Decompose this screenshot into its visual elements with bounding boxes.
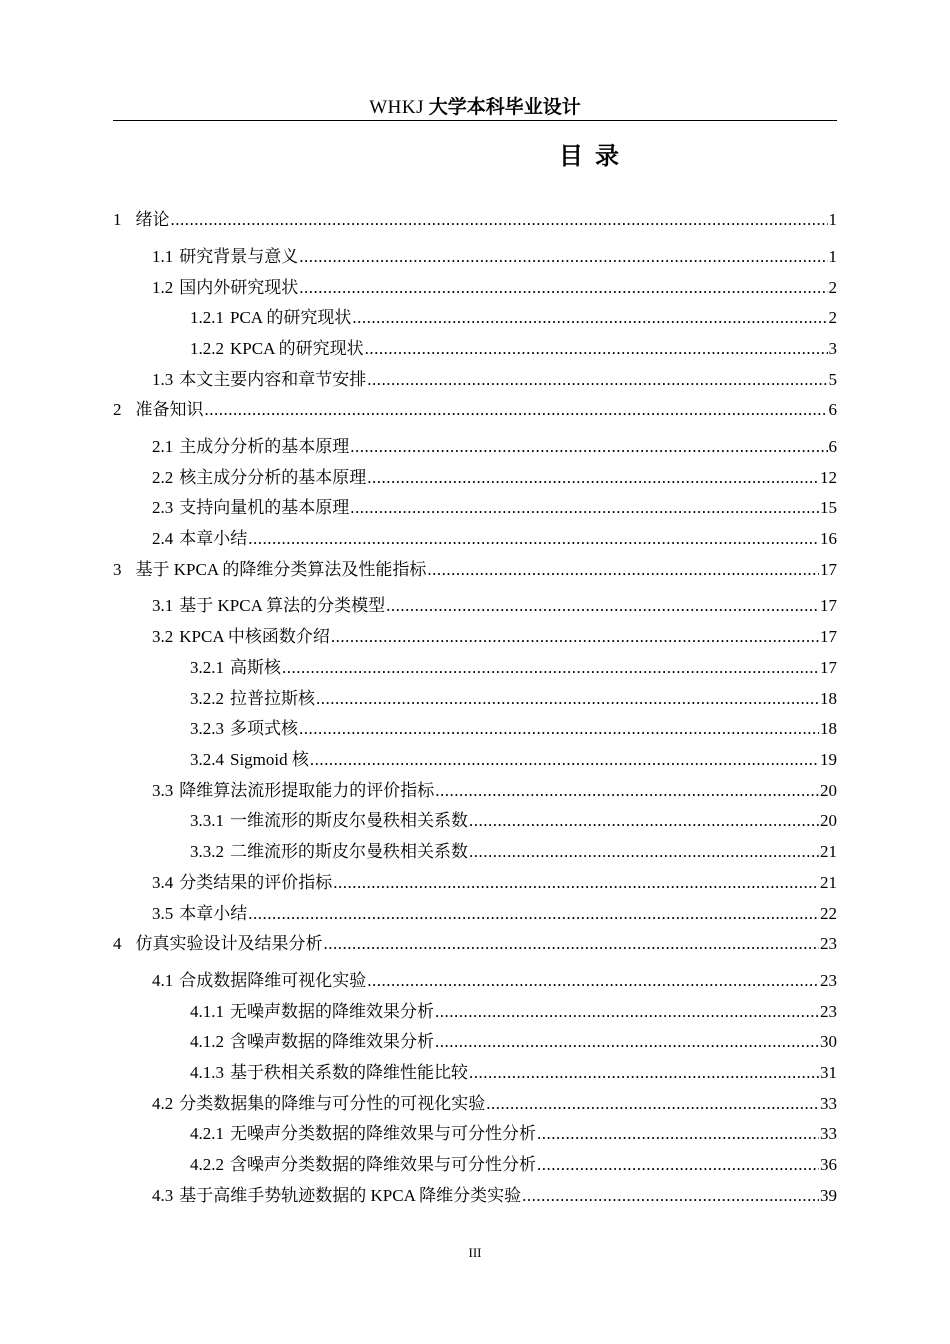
toc-entry-title (152, 1093, 485, 1115)
toc-leader-dots (282, 657, 819, 679)
toc-leader-dots (316, 688, 819, 710)
toc-entry-page: 30 (820, 1032, 837, 1051)
toc-entry[interactable] (190, 1031, 837, 1053)
toc-leader-dots (248, 903, 819, 925)
toc-entry-title (190, 1031, 434, 1053)
toc-entry-title (152, 497, 349, 519)
toc-entry[interactable] (152, 872, 837, 894)
toc-leader-dots (299, 718, 819, 740)
toc-entry[interactable] (190, 1062, 837, 1084)
toc-entry-page: 21 (820, 873, 837, 892)
toc-entry-page: 2 (828, 278, 837, 297)
toc-leader-dots (352, 307, 827, 329)
toc-entry-title (152, 626, 330, 648)
toc-leader-dots (367, 970, 819, 992)
header-title: 大学本科毕业设计 (428, 96, 581, 118)
toc-leader-dots (427, 559, 819, 581)
toc-entry-page: 31 (820, 1063, 837, 1082)
toc-entry-number: 1.2.2 (190, 339, 224, 358)
toc-entry[interactable] (152, 626, 837, 648)
toc-entry-label: 基于秩相关系数的降维性能比较 (230, 1063, 468, 1082)
toc-entry-title (152, 970, 366, 992)
toc-entry-page: 18 (820, 719, 837, 738)
toc-entry-number: 2.2 (152, 468, 174, 487)
toc-entry-label: 本章小结 (179, 529, 248, 548)
toc-entry-label: 一维流形的斯皮尔曼秩相关系数 (230, 811, 468, 830)
toc-entry-number: 3.3 (152, 781, 174, 800)
toc-entry[interactable] (190, 307, 837, 329)
toc-entry-title (190, 810, 468, 832)
toc-entry-number: 3 (113, 560, 122, 579)
toc-entry-title (152, 903, 247, 925)
toc-entry[interactable] (190, 1123, 837, 1145)
toc-leader-dots (299, 277, 827, 299)
toc-leader-dots (537, 1154, 819, 1176)
toc-entry-label: 准备知识 (135, 400, 204, 419)
toc-entry-title (113, 209, 170, 231)
toc-entry-page: 39 (820, 1186, 837, 1205)
toc-entry-label: 多项式核 (230, 719, 298, 738)
toc-entry-title (113, 399, 204, 421)
toc-entry[interactable] (190, 718, 837, 740)
toc-entry-label: KPCA 中核函数介绍 (179, 627, 330, 646)
toc-leader-dots (248, 528, 819, 550)
page-number: III (468, 1245, 482, 1260)
toc-entry-label: 本章小结 (179, 904, 248, 923)
toc-entry-title (190, 338, 364, 360)
toc-entry-label: 拉普拉斯核 (230, 689, 315, 708)
toc-entry[interactable] (152, 467, 837, 489)
toc-entry-number: 3.3.1 (190, 811, 224, 830)
toc-entry-label: 含噪声分类数据的降维效果与可分性分析 (230, 1155, 536, 1174)
toc-entry-title (190, 841, 468, 863)
toc-entry-number: 1.3 (152, 370, 174, 389)
toc-entry-number: 3.2.3 (190, 719, 224, 738)
toc-leader-dots (537, 1123, 819, 1145)
toc-entry-page: 20 (820, 811, 837, 830)
toc-entry[interactable] (152, 497, 837, 519)
toc-entry-label: KPCA 的研究现状 (230, 339, 364, 358)
toc-leader-dots (522, 1185, 819, 1207)
toc-entry-title (152, 1185, 521, 1207)
toc-entry-number: 4.2.2 (190, 1155, 224, 1174)
toc-leader-dots (324, 933, 820, 955)
toc-entry-number: 3.3.2 (190, 842, 224, 861)
toc-entry-number: 2.3 (152, 498, 174, 517)
toc-entry-page: 12 (820, 468, 837, 487)
toc-entry-title (190, 688, 315, 710)
toc-entry-page: 2 (828, 308, 837, 327)
toc-entry[interactable] (190, 657, 837, 679)
toc-leader-dots (386, 595, 819, 617)
toc-entry-number: 1 (113, 210, 122, 229)
toc-entry-title (152, 277, 298, 299)
toc-entry-number: 4.2 (152, 1094, 174, 1113)
toc-entry-page: 23 (820, 934, 837, 953)
toc-entry-title (152, 369, 366, 391)
toc-entry[interactable] (152, 246, 837, 268)
toc-leader-dots (299, 246, 827, 268)
toc-leader-dots (350, 497, 819, 519)
toc-entry[interactable] (152, 595, 837, 617)
toc-entry-page: 1 (828, 210, 837, 229)
toc-entry-title (113, 559, 426, 581)
toc-entry[interactable] (152, 1185, 837, 1207)
toc-entry[interactable] (190, 338, 837, 360)
toc-entry-number: 2.4 (152, 529, 174, 548)
toc-leader-dots (469, 841, 819, 863)
toc-entry[interactable] (190, 749, 837, 771)
toc-entry-title (152, 780, 434, 802)
toc-leader-dots (435, 1001, 819, 1023)
toc-entry[interactable] (152, 528, 837, 550)
toc-entry-page: 21 (820, 842, 837, 861)
toc-entry-number: 3.2.4 (190, 750, 224, 769)
toc-entry-title (152, 467, 366, 489)
toc-entry-label: 本文主要内容和章节安排 (179, 370, 367, 389)
toc-entry-title (190, 718, 298, 740)
toc-entry-page: 17 (820, 560, 837, 579)
toc-entry[interactable] (113, 399, 837, 421)
toc-entry-title (152, 436, 349, 458)
toc-entry-number: 3.2.2 (190, 689, 224, 708)
toc-entry[interactable] (190, 1001, 837, 1023)
toc-entry[interactable] (152, 780, 837, 802)
toc-entry-label: 降维算法流形提取能力的评价指标 (179, 781, 435, 800)
toc-entry-page: 22 (820, 904, 837, 923)
toc-entry-title (152, 872, 332, 894)
toc-entry-label: 基于 KPCA 算法的分类模型 (179, 596, 386, 615)
toc-entry-title (190, 307, 351, 329)
toc-entry-title (190, 1001, 434, 1023)
toc-entry[interactable] (113, 209, 837, 231)
toc-entry-number: 1.2.1 (190, 308, 224, 327)
header-university-code: WHKJ (369, 97, 424, 118)
page-header (113, 92, 837, 121)
toc-entry-label: Sigmoid 核 (230, 750, 309, 769)
toc-entry[interactable] (152, 1093, 837, 1115)
toc-entry-label: 绪论 (135, 210, 170, 229)
toc-entry-page: 3 (828, 339, 837, 358)
toc-entry-number: 3.4 (152, 873, 174, 892)
toc-entry-title (152, 246, 298, 268)
toc-entry[interactable] (152, 970, 837, 992)
toc-entry-label: 国内外研究现状 (179, 278, 299, 297)
toc-entry-number: 1.1 (152, 247, 174, 266)
toc-entry-label: 二维流形的斯皮尔曼秩相关系数 (230, 842, 468, 861)
toc-entry-page: 33 (820, 1094, 837, 1113)
toc-entry-label: 含噪声数据的降维效果分析 (230, 1032, 434, 1051)
toc-entry-page: 23 (820, 1002, 837, 1021)
toc-entry-label: 核主成分分析的基本原理 (179, 468, 367, 487)
toc-entry-number: 4.1.3 (190, 1063, 224, 1082)
toc-entry[interactable] (152, 369, 837, 391)
toc-entry-number: 4.3 (152, 1186, 174, 1205)
toc-entry-page: 23 (820, 971, 837, 990)
toc-entry-number: 4.1.2 (190, 1032, 224, 1051)
toc-entry-page: 6 (828, 400, 837, 419)
toc-entry-label: 高斯核 (230, 658, 281, 677)
toc-leader-dots (350, 436, 827, 458)
toc-entry-number: 3.2 (152, 627, 174, 646)
toc-entry[interactable] (190, 810, 837, 832)
toc-leader-dots (367, 467, 819, 489)
toc-entry-title (190, 749, 309, 771)
toc-entry-page: 17 (820, 627, 837, 646)
toc-leader-dots (367, 369, 827, 391)
toc-leader-dots (435, 780, 819, 802)
toc-entry-label: 主成分分析的基本原理 (179, 437, 350, 456)
toc-entry-page: 1 (828, 247, 837, 266)
toc-entry-label: 基于 KPCA 的降维分类算法及性能指标 (135, 560, 427, 579)
toc-entry-label: 支持向量机的基本原理 (179, 498, 350, 517)
toc-leader-dots (486, 1093, 819, 1115)
toc-entry[interactable] (152, 277, 837, 299)
toc-entry-title (190, 1062, 468, 1084)
toc-entry-label: 分类结果的评价指标 (179, 873, 333, 892)
toc-leader-dots (469, 810, 819, 832)
toc-entry[interactable] (190, 688, 837, 710)
toc-entry-number: 3.5 (152, 904, 174, 923)
toc-entry-number: 1.2 (152, 278, 174, 297)
toc-entry-page: 5 (828, 370, 837, 389)
toc-entry-page: 16 (820, 529, 837, 548)
toc-entry[interactable] (152, 903, 837, 925)
toc-entry-label: 无噪声分类数据的降维效果与可分性分析 (230, 1124, 536, 1143)
toc-entry-number: 4.1.1 (190, 1002, 224, 1021)
toc-entry-number: 3.2.1 (190, 658, 224, 677)
toc-leader-dots (365, 338, 828, 360)
toc-entry-label: 分类数据集的降维与可分性的可视化实验 (179, 1094, 486, 1113)
toc-entry-label: PCA 的研究现状 (230, 308, 352, 327)
toc-entry-label: 无噪声数据的降维效果分析 (230, 1002, 434, 1021)
toc-entry-number: 4.1 (152, 971, 174, 990)
toc-entry-number: 2 (113, 400, 122, 419)
toc-entry-label: 合成数据降维可视化实验 (179, 971, 367, 990)
toc-leader-dots (331, 626, 819, 648)
toc-entry-label: 基于高维手势轨迹数据的 KPCA 降维分类实验 (179, 1186, 522, 1205)
toc-entry-page: 17 (820, 596, 837, 615)
toc-entry-title (113, 933, 323, 955)
toc-entry-page: 15 (820, 498, 837, 517)
toc-entry-page: 36 (820, 1155, 837, 1174)
toc-entry-title (190, 1154, 536, 1176)
toc-entry-number: 3.1 (152, 596, 174, 615)
toc-entry-number: 4 (113, 934, 122, 953)
toc-entry-number: 2.1 (152, 437, 174, 456)
toc-entry-title (152, 528, 247, 550)
toc-entry-title (190, 1123, 536, 1145)
toc-entry[interactable] (190, 841, 837, 863)
toc-entry[interactable] (113, 559, 837, 581)
toc-leader-dots (469, 1062, 819, 1084)
toc-entry-page: 17 (820, 658, 837, 677)
toc-leader-dots (333, 872, 819, 894)
toc-entry-page: 20 (820, 781, 837, 800)
toc-entry[interactable] (190, 1154, 837, 1176)
toc-entry-page: 18 (820, 689, 837, 708)
toc-entry-label: 仿真实验设计及结果分析 (135, 934, 323, 953)
toc-leader-dots (205, 399, 828, 421)
toc-entry-title (190, 657, 281, 679)
toc-leader-dots (171, 209, 828, 231)
toc-entry-number: 4.2.1 (190, 1124, 224, 1143)
toc-entry-page: 19 (820, 750, 837, 769)
toc-entry-page: 6 (828, 437, 837, 456)
toc-entry-label: 研究背景与意义 (179, 247, 299, 266)
toc-leader-dots (310, 749, 819, 771)
toc-entry-page: 33 (820, 1124, 837, 1143)
toc-entry[interactable] (152, 436, 837, 458)
toc-title: 目录 (559, 142, 631, 170)
toc-leader-dots (435, 1031, 819, 1053)
toc-entry-title (152, 595, 385, 617)
toc-entry[interactable] (113, 933, 837, 955)
